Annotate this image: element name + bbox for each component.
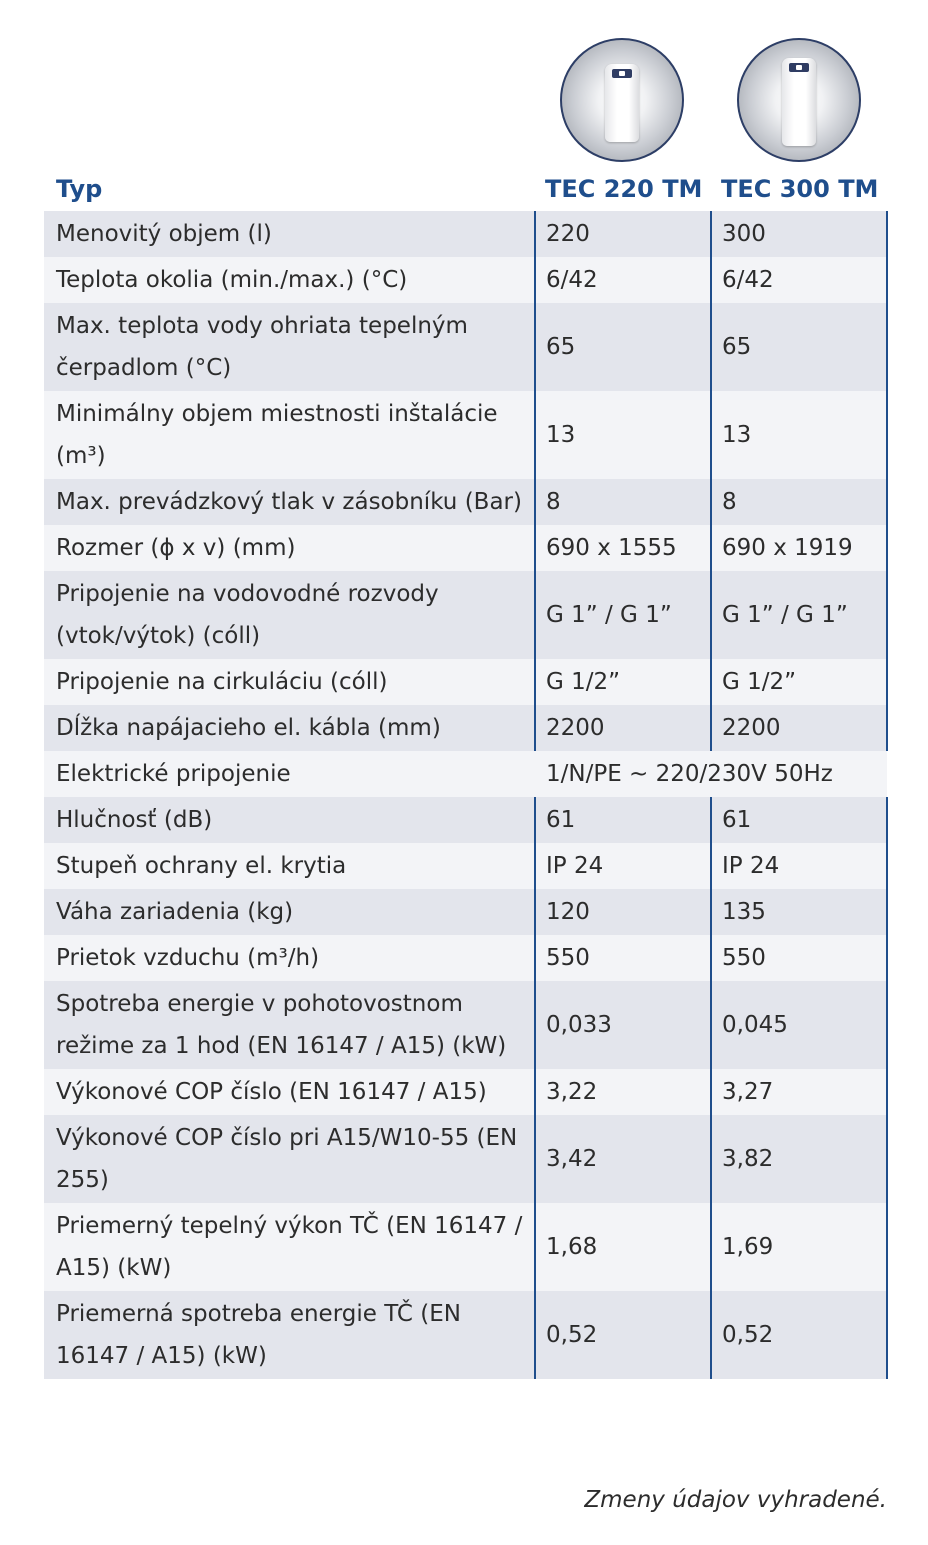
spec-value-tec-300: 0,045 xyxy=(711,981,887,1069)
spec-value-tec-300: 2200 xyxy=(711,705,887,751)
spec-label: Priemerná spotreba energie TČ (EN 16147 / A15) (kW) xyxy=(44,1291,535,1379)
spec-value-tec-220: G 1” / G 1” xyxy=(535,571,711,659)
spec-value-tec-220: 65 xyxy=(535,303,711,391)
spec-label: Výkonové COP číslo (EN 16147 / A15) xyxy=(44,1069,535,1115)
model-header-tec-220: TEC 220 TM xyxy=(545,175,703,203)
type-header: Typ xyxy=(56,175,103,203)
spec-value-tec-220: 0,033 xyxy=(535,981,711,1069)
spec-value-tec-300: 8 xyxy=(711,479,887,525)
spec-value-tec-220: 8 xyxy=(535,479,711,525)
spec-label: Priemerný tepelný výkon TČ (EN 16147 / A15) (kW) xyxy=(44,1203,535,1291)
spec-value-tec-300: 1,69 xyxy=(711,1203,887,1291)
product-images xyxy=(0,38,928,166)
table-row xyxy=(44,1291,887,1379)
spec-label: Hlučnosť (dB) xyxy=(44,797,535,843)
spec-value-tec-220: 13 xyxy=(535,391,711,479)
spec-label: Pripojenie na vodovodné rozvody (vtok/výtok) (cóll) xyxy=(44,571,535,659)
water-heater-300-icon xyxy=(737,38,861,162)
table-row xyxy=(44,1203,887,1291)
table-header-row xyxy=(44,165,887,211)
spec-value-tec-220: IP 24 xyxy=(535,843,711,889)
spec-label: Max. prevádzkový tlak v zásobníku (Bar) xyxy=(44,479,535,525)
spec-label: Max. teplota vody ohriata tepelným čerpadlom (°C) xyxy=(44,303,535,391)
water-heater-220-icon xyxy=(560,38,684,162)
spec-value-tec-220: 220 xyxy=(535,211,711,257)
table-row xyxy=(44,257,887,303)
spec-label: Prietok vzduchu (m³/h) xyxy=(44,935,535,981)
spec-label: Teplota okolia (min./max.) (°C) xyxy=(44,257,535,303)
spec-table xyxy=(44,165,888,1379)
table-row xyxy=(44,889,887,935)
spec-value-tec-300: 300 xyxy=(711,211,887,257)
spec-value-tec-300: G 1” / G 1” xyxy=(711,571,887,659)
spec-label: Stupeň ochrany el. krytia xyxy=(44,843,535,889)
table-row xyxy=(44,1115,887,1203)
spec-label: Minimálny objem miestnosti inštalácie (m³) xyxy=(44,391,535,479)
table-row xyxy=(44,751,887,797)
spec-value-shared: 1/N/PE ~ 220/230V 50Hz xyxy=(535,751,887,797)
table-row xyxy=(44,525,887,571)
table-row xyxy=(44,211,887,257)
table-row xyxy=(44,797,887,843)
spec-value-tec-300: 690 x 1919 xyxy=(711,525,887,571)
spec-label: Výkonové COP číslo pri A15/W10-55 (EN 255) xyxy=(44,1115,535,1203)
spec-table-body xyxy=(44,211,887,1379)
spec-value-tec-300: 135 xyxy=(711,889,887,935)
table-row xyxy=(44,705,887,751)
footnote: Zmeny údajov vyhradené. xyxy=(584,1487,887,1513)
spec-value-tec-300: 0,52 xyxy=(711,1291,887,1379)
spec-value-tec-300: 6/42 xyxy=(711,257,887,303)
spec-value-tec-300: IP 24 xyxy=(711,843,887,889)
spec-label: Elektrické pripojenie xyxy=(44,751,535,797)
spec-value-tec-220: 120 xyxy=(535,889,711,935)
table-row xyxy=(44,659,887,705)
spec-label: Rozmer (ϕ x v) (mm) xyxy=(44,525,535,571)
spec-value-tec-220: 2200 xyxy=(535,705,711,751)
spec-value-tec-220: 0,52 xyxy=(535,1291,711,1379)
spec-value-tec-220: 550 xyxy=(535,935,711,981)
spec-value-tec-300: 3,82 xyxy=(711,1115,887,1203)
spec-value-tec-220: 6/42 xyxy=(535,257,711,303)
spec-label: Váha zariadenia (kg) xyxy=(44,889,535,935)
table-row xyxy=(44,571,887,659)
table-row xyxy=(44,391,887,479)
spec-value-tec-300: 13 xyxy=(711,391,887,479)
spec-value-tec-300: 61 xyxy=(711,797,887,843)
spec-value-tec-220: G 1/2” xyxy=(535,659,711,705)
table-row xyxy=(44,935,887,981)
spec-value-tec-220: 61 xyxy=(535,797,711,843)
spec-value-tec-220: 1,68 xyxy=(535,1203,711,1291)
spec-value-tec-220: 3,22 xyxy=(535,1069,711,1115)
table-row xyxy=(44,1069,887,1115)
model-header-tec-300: TEC 300 TM xyxy=(721,175,879,203)
spec-value-tec-300: 550 xyxy=(711,935,887,981)
table-row xyxy=(44,303,887,391)
spec-label: Pripojenie na cirkuláciu (cóll) xyxy=(44,659,535,705)
spec-value-tec-220: 3,42 xyxy=(535,1115,711,1203)
spec-label: Spotreba energie v pohotovostnom režime za 1 hod (EN 16147 / A15) (kW) xyxy=(44,981,535,1069)
spec-value-tec-300: 3,27 xyxy=(711,1069,887,1115)
spec-value-tec-300: G 1/2” xyxy=(711,659,887,705)
table-row xyxy=(44,479,887,525)
spec-value-tec-300: 65 xyxy=(711,303,887,391)
spec-label: Menovitý objem (l) xyxy=(44,211,535,257)
table-row xyxy=(44,843,887,889)
spec-label: Dĺžka napájacieho el. kábla (mm) xyxy=(44,705,535,751)
table-row xyxy=(44,981,887,1069)
spec-value-tec-220: 690 x 1555 xyxy=(535,525,711,571)
